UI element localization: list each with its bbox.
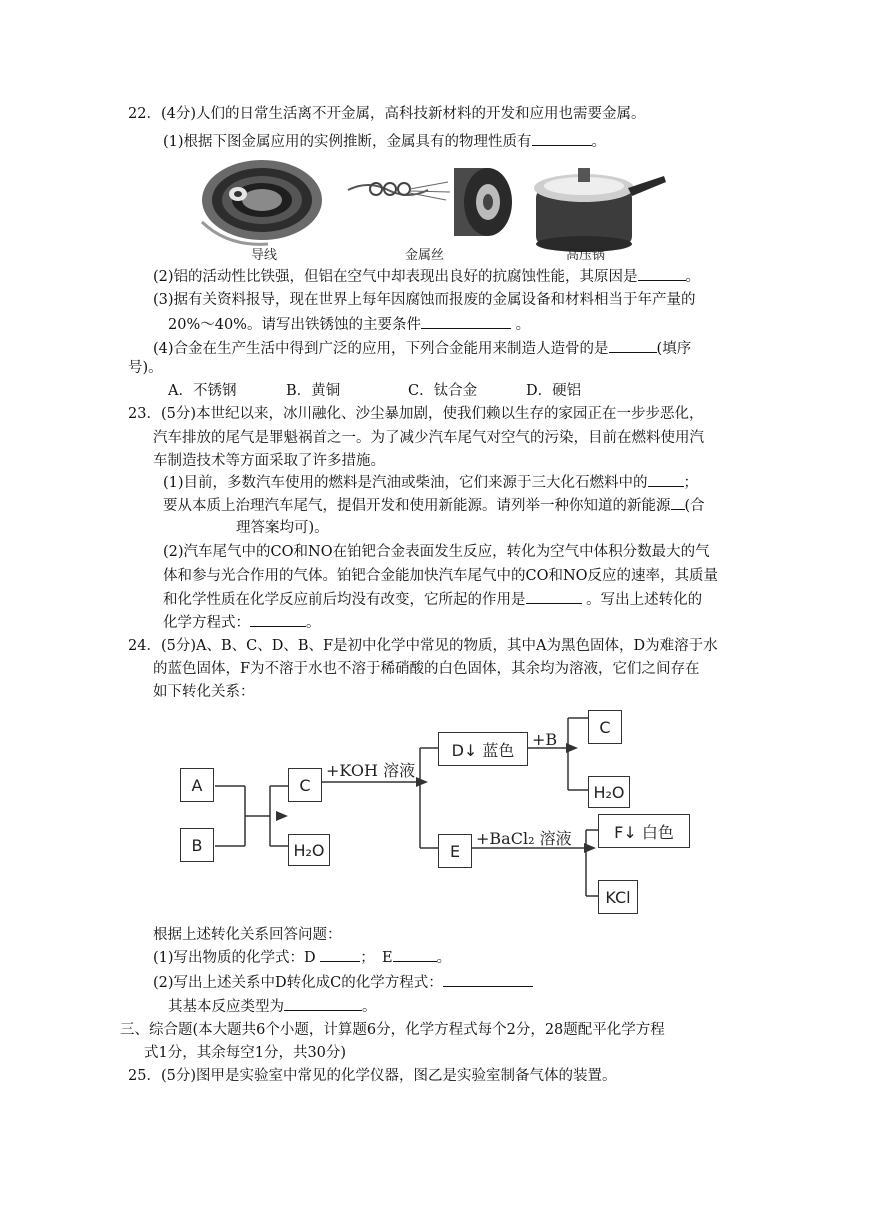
option-a[interactable]: A．不锈钢 <box>168 383 237 399</box>
node-e: E <box>438 834 472 868</box>
q22-options <box>168 381 581 401</box>
metal-wire-image <box>348 168 512 236</box>
answer-blank[interactable] <box>443 972 533 987</box>
answer-blank[interactable] <box>638 266 686 281</box>
option-c[interactable]: C．钛合金 <box>408 383 478 399</box>
q23-line6: 理答案均可)。 <box>236 520 329 536</box>
option-b[interactable]: B．黄铜 <box>286 383 341 399</box>
answer-blank-e[interactable] <box>393 947 437 962</box>
caption-wire: 导线 <box>251 248 278 263</box>
answer-blank[interactable] <box>526 589 582 604</box>
q22-part1: (1)根据下图金属应用的实例推断，金属具有的物理性质有 。 <box>163 131 606 152</box>
node-d-blue: D↓ 蓝色 <box>438 732 528 766</box>
answer-blank-d[interactable] <box>320 947 360 962</box>
node-a: A <box>180 768 214 802</box>
answer-blank[interactable] <box>250 612 306 627</box>
q23-line9: 和化学性质在化学反应前后均没有改变，它所起的作用是 。写出上述转化的 <box>163 589 702 610</box>
q24-line7: 其基本反应类型为 。 <box>168 996 377 1017</box>
node-c-2: C <box>588 710 622 744</box>
q22-part4b: 号)。 <box>128 360 163 376</box>
q23-line8: 体和参与光合作用的气体。铂钯合金能加快汽车尾气中的CO和NO反应的速率，其质量 <box>163 568 719 584</box>
node-kcl: KCl <box>598 880 638 914</box>
q23-line10: 化学方程式： 。 <box>163 612 321 633</box>
q23-line2: 汽车排放的尾气是罪魁祸首之一。为了减少汽车尾气对空气的污染，目前在燃料使用汽 <box>153 430 704 446</box>
q23-line4: (1)目前，多数汽车使用的燃料是汽油或柴油，它们来源于三大化石燃料中的 ； <box>163 472 698 493</box>
wire-coil-image <box>202 160 322 244</box>
answer-blank[interactable] <box>648 472 684 487</box>
q24-line4: 根据上述转化关系回答问题： <box>153 927 342 943</box>
pressure-cooker-image <box>534 168 666 252</box>
q22-part3b: 20%～40%。请写出铁锈蚀的主要条件 。 <box>168 314 530 335</box>
q23-line5: 要从本质上治理汽车尾气，提倡开发和使用新能源。请列举一种你知道的新能源 (合 <box>163 495 705 516</box>
answer-blank[interactable] <box>532 131 592 146</box>
label-plus-b: +B <box>532 730 558 749</box>
q24-line2: 的蓝色固体，F为不溶于水也不溶于稀硝酸的白色固体，其余均为溶液，它们之间存在 <box>153 661 700 677</box>
answer-blank[interactable] <box>671 495 685 510</box>
q23-line3: 车制造技术等方面采取了许多措施。 <box>153 453 385 469</box>
caption-pressure-cooker: 高压锅 <box>566 248 606 263</box>
node-h2o-2: H₂O <box>588 776 630 808</box>
q24-line1: 24．(5分)A、B、C、D、B、F是初中化学中常见的物质，其中A为黑色固体，D为难溶于水 <box>128 638 718 654</box>
answer-blank[interactable] <box>421 314 511 329</box>
node-h2o-1: H₂O <box>288 834 330 866</box>
q23-line7: (2)汽车尾气中的CO和NO在铂钯合金表面发生反应，转化为空气中体积分数最大的气 <box>163 544 710 560</box>
q22-stem: 22．(4分)人们的日常生活离不开金属，高科技新材料的开发和应用也需要金属。 <box>128 106 646 122</box>
q22-part4a: (4)合金在生产生活中得到广泛的应用，下列合金能用来制造人造骨的是 (填序 <box>153 338 691 359</box>
node-f-white: F↓ 白色 <box>598 814 690 848</box>
node-c: C <box>288 768 322 802</box>
q22-part2: (2)铝的活动性比铁强，但铝在空气中却表现出良好的抗腐蚀性能，其原因是 。 <box>153 266 700 287</box>
section3-line2: 式1分，其余每空1分，共30分) <box>144 1045 347 1061</box>
q24-line6: (2)写出上述关系中D转化成C的化学方程式： <box>153 972 533 993</box>
answer-blank[interactable] <box>609 338 657 353</box>
q25-line1: 25．(5分)图甲是实验室中常见的化学仪器，图乙是实验室制备气体的装置。 <box>128 1068 617 1084</box>
q24-line3: 如下转化关系： <box>153 684 255 700</box>
section3-line1: 三、综合题(本大题共6个小题，计算题6分，化学方程式每个2分，28题配平化学方程 <box>120 1022 665 1038</box>
q22-part3a: (3)据有关资料报导，现在世界上每年因腐蚀而报废的金属设备和材料相当于年产量的 <box>153 292 696 308</box>
q24-line5: (1)写出物质的化学式：D ； E 。 <box>153 947 451 968</box>
label-koh-solution: +KOH 溶液 <box>326 761 416 780</box>
answer-blank[interactable] <box>284 996 362 1011</box>
label-bacl2-solution: +BaCl₂ 溶液 <box>476 829 572 848</box>
q23-line1: 23．(5分)本世纪以来，冰川融化、沙尘暴加剧，使我们赖以生存的家园正在一步步恶化， <box>128 406 704 422</box>
caption-metal-wire: 金属丝 <box>405 248 445 263</box>
node-b: B <box>180 828 214 862</box>
option-d[interactable]: D．硬铝 <box>526 383 582 399</box>
